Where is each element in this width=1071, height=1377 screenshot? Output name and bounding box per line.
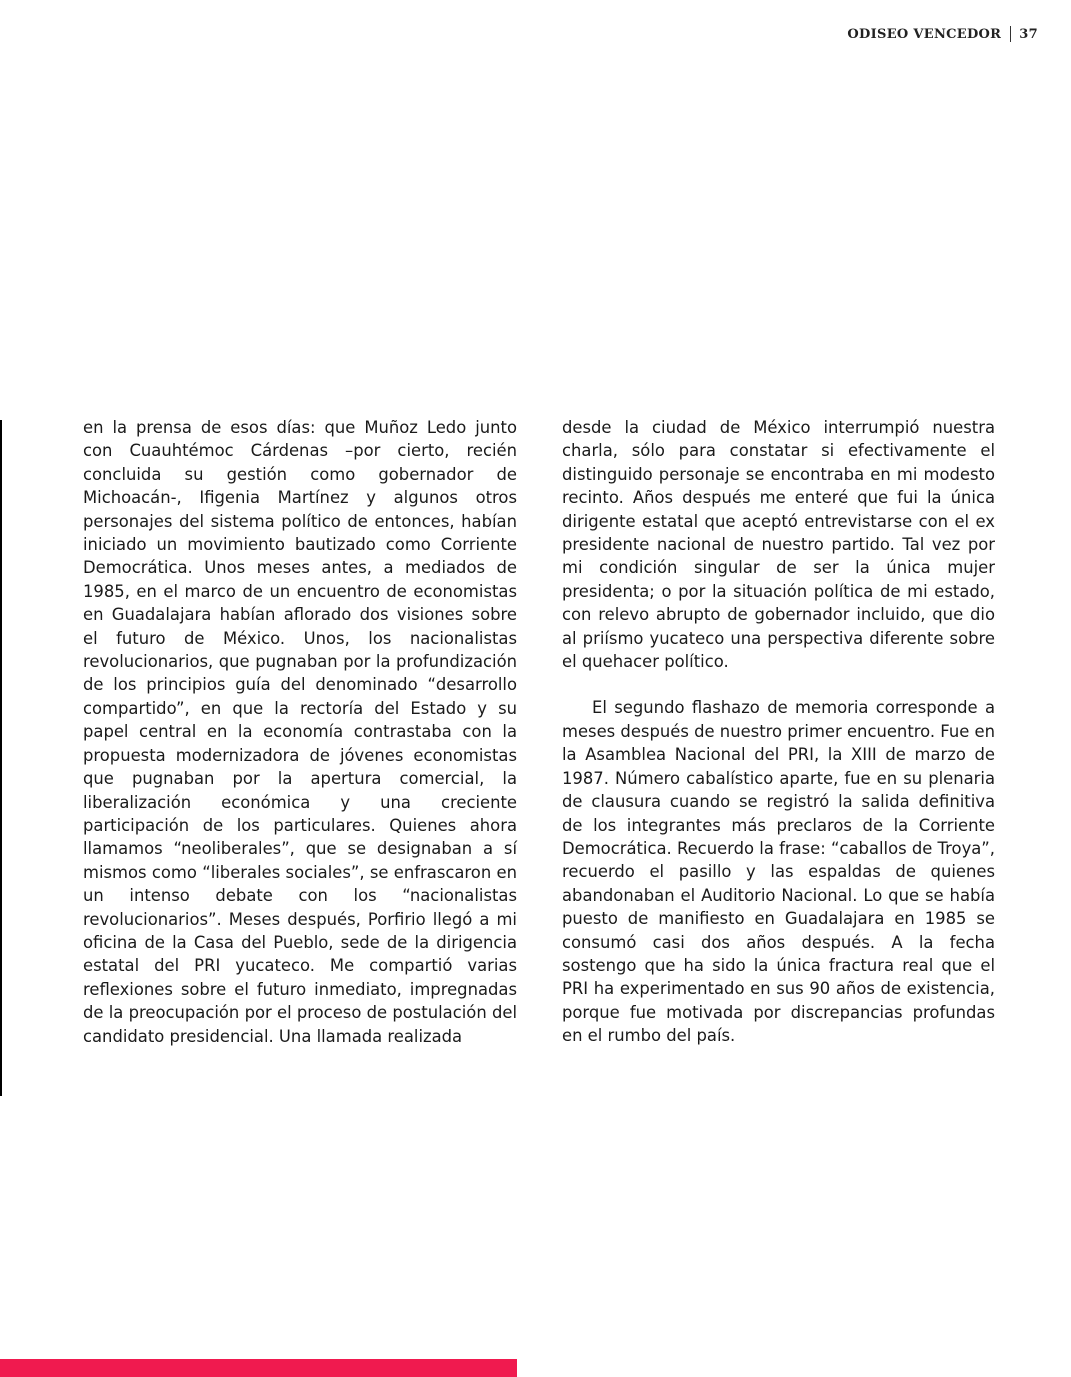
margin-rule bbox=[0, 420, 2, 1096]
running-header bbox=[847, 26, 1038, 42]
header-separator bbox=[1010, 26, 1011, 42]
page-number: 37 bbox=[1019, 26, 1038, 42]
right-text-column bbox=[562, 416, 995, 1048]
body-paragraph: en la prensa de esos días: que Muñoz Ledo junto con Cuauhtémoc Cárdenas –por cierto, recién concluida su gestión como gobernador de Michoacán-, Ifigenia Martínez y algunos otros personajes del sistema político de entonces, habían iniciado un movimiento bautizado como Corriente Democrática. Unos meses antes, a mediados de 1985, en el marco de un encuentro de economistas en Guadalajara habían aflorado dos visiones sobre el futuro de México. Unos, los nacionalistas revolucionarios, que pugnaban por la profundización de los principios guía del denominado “desarrollo compartido”, en que la rectoría del Estado y su papel central en la economía contrastaba con la propuesta modernizadora de jóvenes economistas que pugnaban por la apertura comercial, la liberalización económica y una creciente participación de los particulares. Quienes ahora llamamos “neoliberales”, que se designaban a sí mismos como “liberales sociales”, se enfrascaron en un intenso debate con los “nacionalistas revolucionarios”. Meses después, Porfirio llegó a mi oficina de la Casa del Pueblo, sede de la dirigencia estatal del PRI yucateco. Me compartió varias reflexiones sobre el futuro inmediato, impregnadas de la preocupación por el proceso de postulación del candidato presidencial. Una llamada realizada bbox=[83, 418, 517, 1046]
body-paragraph: El segundo flashazo de memoria corresponde a meses después de nuestro primer encuentro. Fue en la Asamblea Nacional del PRI, la XIII de marzo de 1987. Número cabalístico aparte, fue en su plenaria de clausura cuando se registró la salida definitiva de los integrantes más preclaros de la Corriente Democrática. Recuerdo la frase: “caballos de Troya”, recuerdo el pasillo y las espaldas de quienes abandonaban el Auditorio Nacional. Lo que se había puesto de manifiesto en Guadalajara en 1985 se consumó casi dos años después. A la fecha sostengo que ha sido la única fractura real que el PRI ha experimentado en sus 90 años de existencia, porque fue motivada por discrepancias profundas en el rumbo del país. bbox=[562, 698, 996, 1046]
left-text-column bbox=[83, 416, 517, 1048]
book-title: ODISEO VENCEDOR bbox=[847, 26, 1002, 42]
body-paragraph: desde la ciudad de México interrumpió nuestra charla, sólo para constatar si efectivamente el distinguido personaje se encontraba en mi modesto recinto. Años después me enteré que fui la única dirigente estatal que aceptó entrevistarse con el ex presidente nacional de nuestro partido. Tal vez por mi condición singular de ser la única mujer presidenta; o por la situación política de mi estado, con relevo abrupto de gobernador incluido, que dio al priísmo yucateco una perspectiva diferente sobre el quehacer político. bbox=[562, 418, 995, 672]
accent-footer-bar bbox=[0, 1359, 517, 1377]
